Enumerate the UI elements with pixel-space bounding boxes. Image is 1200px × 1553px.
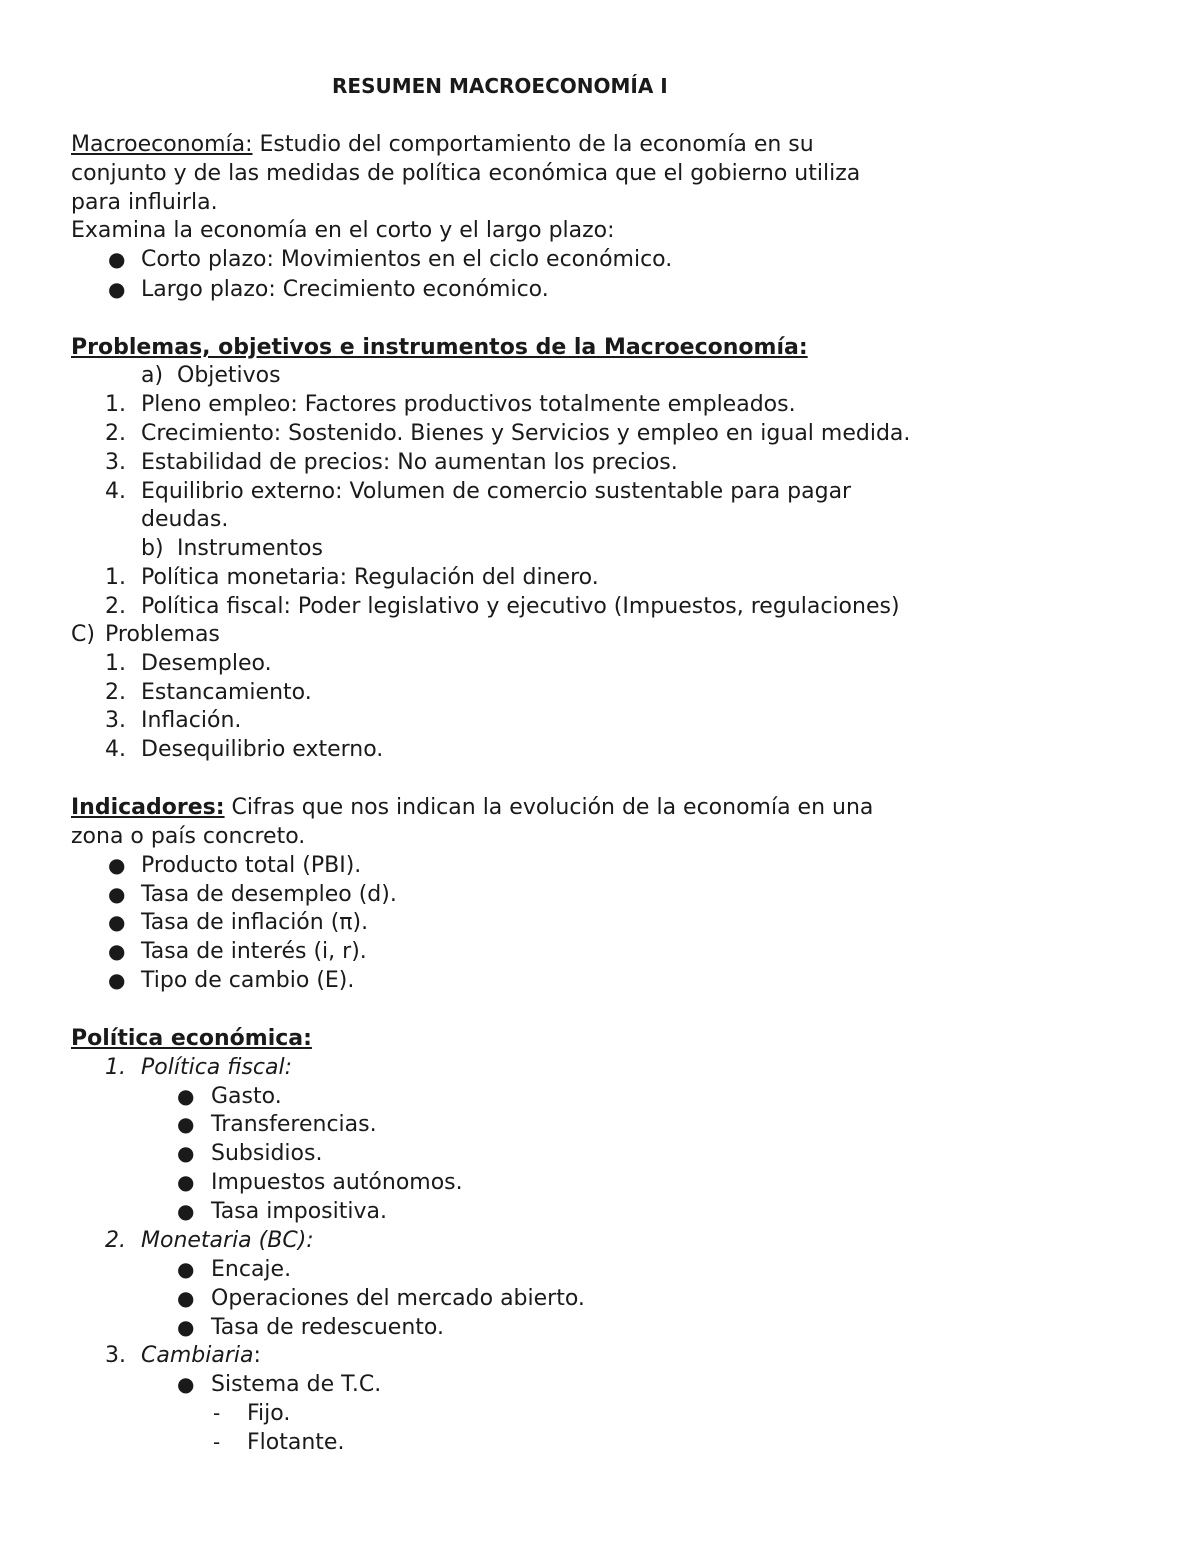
problems-heading: Problemas, objetivos e instrumentos de la Macroeconomía: (71, 335, 808, 360)
list-number: 3. (105, 1343, 126, 1368)
list-item: Transferencias. (211, 1112, 377, 1137)
exchange-policy-line (141, 1341, 261, 1370)
list-item: Inflación. (141, 708, 242, 733)
bullet-icon: ● (177, 1315, 195, 1339)
sub-label-b: b) (141, 536, 164, 561)
list-item: Política fiscal: Poder legislativo y ejecutivo (Impuestos, regulaciones) (141, 594, 900, 619)
bullet-icon: ● (108, 910, 126, 934)
bullet-icon: ● (177, 1372, 195, 1396)
list-number: 2. (105, 1228, 126, 1253)
list-number: 2. (105, 421, 126, 446)
bullet-icon: ● (108, 277, 126, 301)
indicators-def-text-1: Cifras que nos indican la evolución de la economía en una (224, 795, 874, 820)
page-title: RESUMEN MACROECONOMÍA I (332, 74, 668, 98)
list-item: Política monetaria: Regulación del dinero. (141, 565, 599, 590)
bullet-icon: ● (108, 853, 126, 877)
list-item: Impuestos autónomos. (211, 1170, 463, 1195)
dash-icon: - (213, 1401, 221, 1425)
bullet-icon: ● (108, 968, 126, 992)
list-item: Tasa de desempleo (d). (141, 882, 397, 907)
list-number: 1. (105, 565, 126, 590)
list-item: Desequilibrio externo. (141, 737, 384, 762)
dash-icon: - (213, 1430, 221, 1454)
indicators-heading: Indicadores: (71, 795, 225, 820)
list-item: Sistema de T.C. (211, 1372, 382, 1397)
list-item: Tipo de cambio (E). (141, 968, 355, 993)
macro-definition-line-3: para influirla. (71, 190, 218, 215)
list-item: Tasa de redescuento. (211, 1315, 444, 1340)
list-item: Flotante. (247, 1430, 345, 1455)
macro-heading: Macroeconomía: (71, 132, 253, 157)
list-item: Estabilidad de precios: No aumentan los precios. (141, 450, 678, 475)
list-item: Gasto. (211, 1084, 282, 1109)
list-number: 3. (105, 708, 126, 733)
objectives-subheading: Objetivos (177, 363, 281, 388)
macro-def-text-1: Estudio del comportamiento de la economía en su (252, 132, 814, 157)
policy-heading: Política económica: (71, 1026, 312, 1051)
list-number: 4. (105, 737, 126, 762)
bullet-icon: ● (177, 1199, 195, 1223)
indicators-definition-line-1 (71, 793, 873, 822)
list-item: Tasa de interés (i, r). (141, 939, 367, 964)
sub-label-c: C) (71, 622, 95, 647)
list-item-continuation: deudas. (141, 507, 229, 532)
list-number: 1. (105, 1055, 126, 1080)
list-item: Corto plazo: Movimientos en el ciclo económico. (141, 247, 673, 272)
bullet-icon: ● (177, 1170, 195, 1194)
macro-examines-line: Examina la economía en el corto y el largo plazo: (71, 218, 615, 243)
list-item: Largo plazo: Crecimiento económico. (141, 277, 549, 302)
monetary-policy-label: Monetaria (BC): (141, 1228, 314, 1253)
bullet-icon: ● (177, 1286, 195, 1310)
exchange-policy-label: Cambiaria (141, 1343, 254, 1368)
list-item: Encaje. (211, 1257, 292, 1282)
list-item: Crecimiento: Sostenido. Bienes y Servicios y empleo en igual medida. (141, 421, 911, 446)
exchange-policy-colon: : (253, 1343, 261, 1368)
problems-subheading: Problemas (105, 622, 220, 647)
bullet-icon: ● (108, 247, 126, 271)
list-item: Operaciones del mercado abierto. (211, 1286, 585, 1311)
macro-definition-line-2: conjunto y de las medidas de política económica que el gobierno utiliza (71, 161, 861, 186)
macro-definition-line-1 (71, 130, 814, 159)
list-item: Tasa impositiva. (211, 1199, 387, 1224)
sub-label-a: a) (141, 363, 164, 388)
fiscal-policy-label: Política fiscal: (141, 1055, 293, 1080)
list-item: Estancamiento. (141, 680, 312, 705)
list-number: 4. (105, 479, 126, 504)
list-number: 1. (105, 651, 126, 676)
bullet-icon: ● (177, 1257, 195, 1281)
list-item: Desempleo. (141, 651, 272, 676)
list-item: Equilibrio externo: Volumen de comercio sustentable para pagar (141, 479, 852, 504)
indicators-definition-line-2: zona o país concreto. (71, 824, 306, 849)
list-item: Fijo. (247, 1401, 291, 1426)
list-item: Producto total (PBI). (141, 853, 362, 878)
bullet-icon: ● (177, 1112, 195, 1136)
bullet-icon: ● (108, 882, 126, 906)
list-number: 2. (105, 594, 126, 619)
list-number: 2. (105, 680, 126, 705)
list-item: Tasa de inflación (π). (141, 910, 369, 935)
bullet-icon: ● (177, 1084, 195, 1108)
bullet-icon: ● (108, 939, 126, 963)
instruments-subheading: Instrumentos (177, 536, 323, 561)
list-item: Pleno empleo: Factores productivos totalmente empleados. (141, 392, 796, 417)
list-item: Subsidios. (211, 1141, 323, 1166)
bullet-icon: ● (177, 1141, 195, 1165)
list-number: 3. (105, 450, 126, 475)
list-number: 1. (105, 392, 126, 417)
